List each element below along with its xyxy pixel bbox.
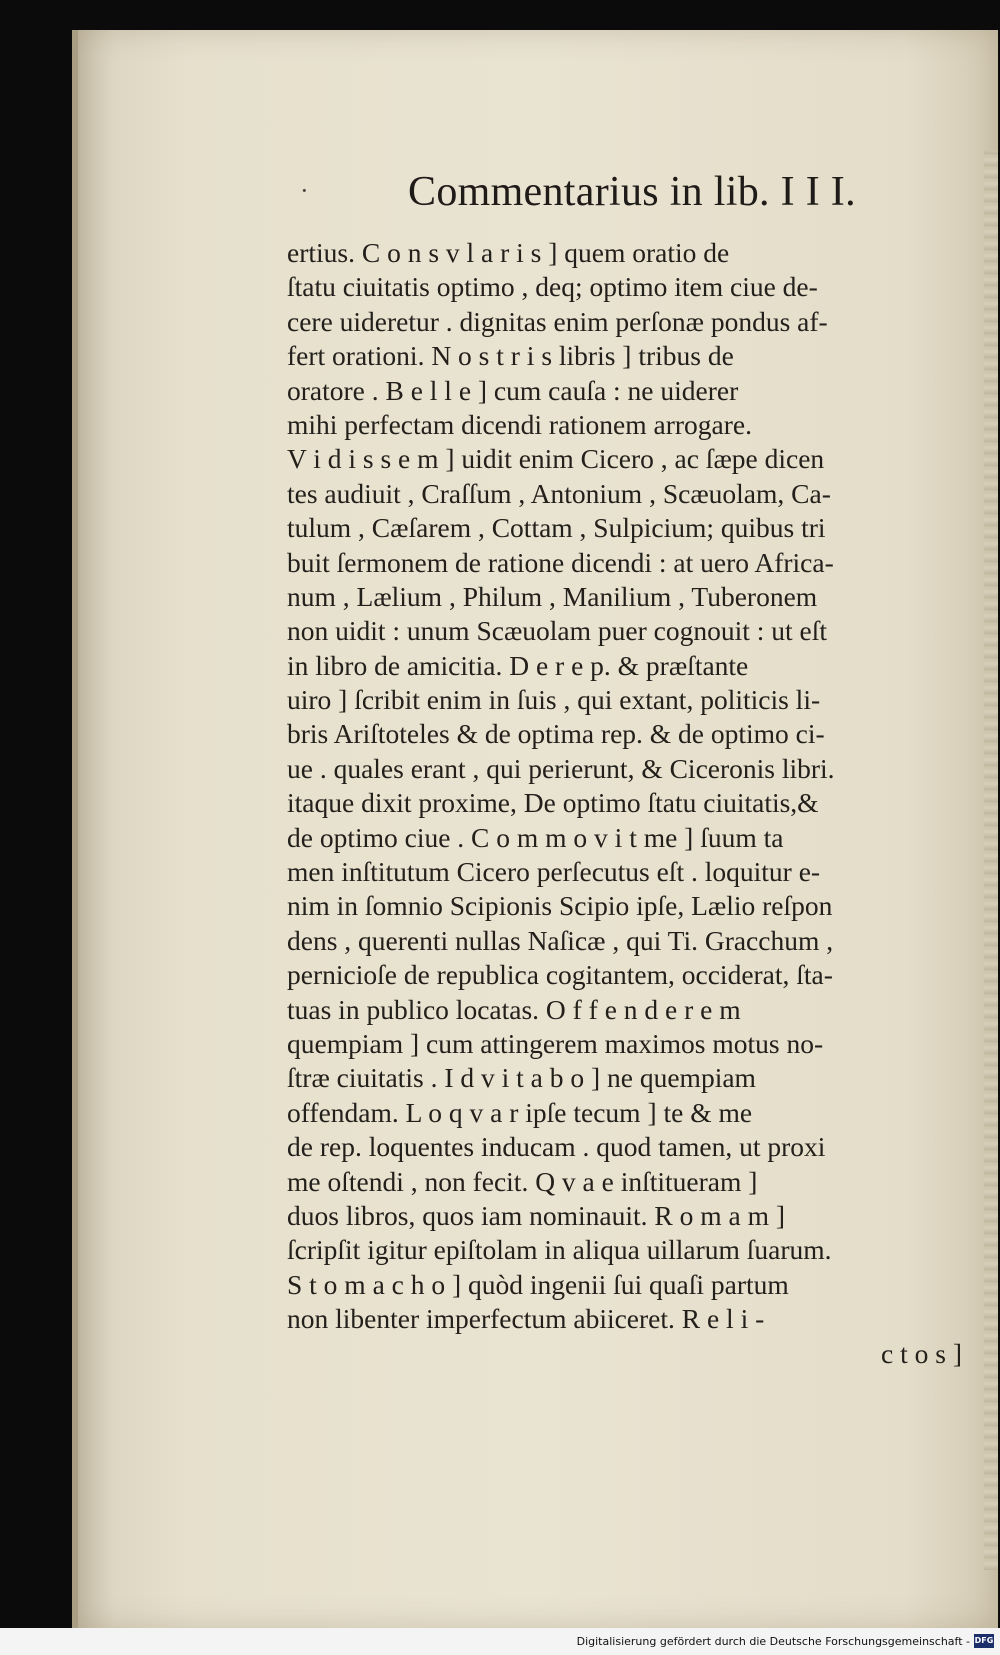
text-line: num , Lælium , Philum , Manilium , Tuberonem <box>287 580 818 612</box>
text-line: offendam. L o q v a r ipſe tecum ] te & me <box>287 1096 753 1128</box>
text-line: uiro ] ſcribit enim in ſuis , qui extant, politicis li- <box>287 684 821 716</box>
body-text-block <box>287 236 962 1371</box>
header-mark: · <box>300 176 309 205</box>
text-line: tuas in publico locatas. O f f e n d e r e m <box>287 993 741 1025</box>
text-line: de rep. loquentes inducam . quod tamen, ut proxi <box>287 1131 826 1163</box>
text-line: in libro de amicitia. D e r e p. & præſtante <box>287 649 749 681</box>
digitization-footer <box>0 1628 1000 1655</box>
text-line: men inſtitutum Cicero perſecutus eſt . loquitur e- <box>287 856 821 888</box>
text-line: ſcripſit igitur epiſtolam in aliqua uillarum ſuarum. <box>287 1234 832 1266</box>
text-line: me oſtendi , non fecit. Q v a e inſtitueram ] <box>287 1165 758 1197</box>
text-line: de optimo ciue . C o m m o v i t me ] ſuum ta <box>287 821 784 853</box>
text-line: S t o m a c h o ] quòd ingenii ſui quaſi partum <box>287 1268 789 1300</box>
text-line: cere uideretur . dignitas enim perſonæ pondus af- <box>287 305 828 337</box>
page-edge-texture <box>984 150 998 1570</box>
text-line: oratore . B e l l e ] cum cauſa : ne uiderer <box>287 374 739 406</box>
text-line: fert orationi. N o s t r i s libris ] tribus de <box>287 340 734 372</box>
text-line: ertius. C o n s v l a r i s ] quem oratio de <box>287 237 730 268</box>
text-line: non uidit : unum Scæuolam puer cognouit : ut eſt <box>287 615 828 647</box>
text-line: duos libros, quos iam nominauit. R o m a m ] <box>287 1199 786 1231</box>
footer-credit-text: Digitalisierung gefördert durch die Deutsche Forschungsgemeinschaft - <box>576 1635 970 1648</box>
text-line: ſtræ ciuitatis . I d v i t a b o ] ne quempiam <box>287 1062 756 1094</box>
text-line: ſtatu ciuitatis optimo , deq; optimo item ciue de- <box>287 271 818 303</box>
header-title: Commentarius in lib. I I I. <box>408 169 856 215</box>
text-line: quempiam ] cum attingerem maximos motus no- <box>287 1027 824 1059</box>
text-line: mihi perfectam dicendi rationem arrogare. <box>287 408 752 440</box>
text-line: itaque dixit proxime, De optimo ſtatu ciuitatis,& <box>287 787 819 819</box>
text-line: ue . quales erant , qui perierunt, & Ciceronis libri. <box>287 752 835 784</box>
dfg-logo-icon: DFG <box>974 1634 994 1648</box>
catchword: c t o s ] <box>881 1337 962 1369</box>
running-header <box>280 168 920 228</box>
text-line: V i d i s s e m ] uidit enim Cicero , ac ſæpe dicen <box>287 443 825 475</box>
text-line: tulum , Cæſarem , Cottam , Sulpicium; quibus tri <box>287 512 826 544</box>
text-line: buit ſermonem de ratione dicendi : at uero Africa- <box>287 546 834 578</box>
text-line: non libenter imperfectum abiiceret. R e l i - <box>287 1303 765 1335</box>
text-line: nim in ſomnio Scipionis Scipio ipſe, Lælio reſpon <box>287 890 833 922</box>
text-line: tes audiuit , Craſſum , Antonium , Scæuolam, Ca- <box>287 477 831 509</box>
text-line: pernicioſe de republica cogitantem, occiderat, ſta- <box>287 959 833 991</box>
text-line: bris Ariſtoteles & de optima rep. & de optimo ci- <box>287 718 825 750</box>
text-line: dens , querenti nullas Naſicæ , qui Ti. Gracchum , <box>287 924 834 956</box>
